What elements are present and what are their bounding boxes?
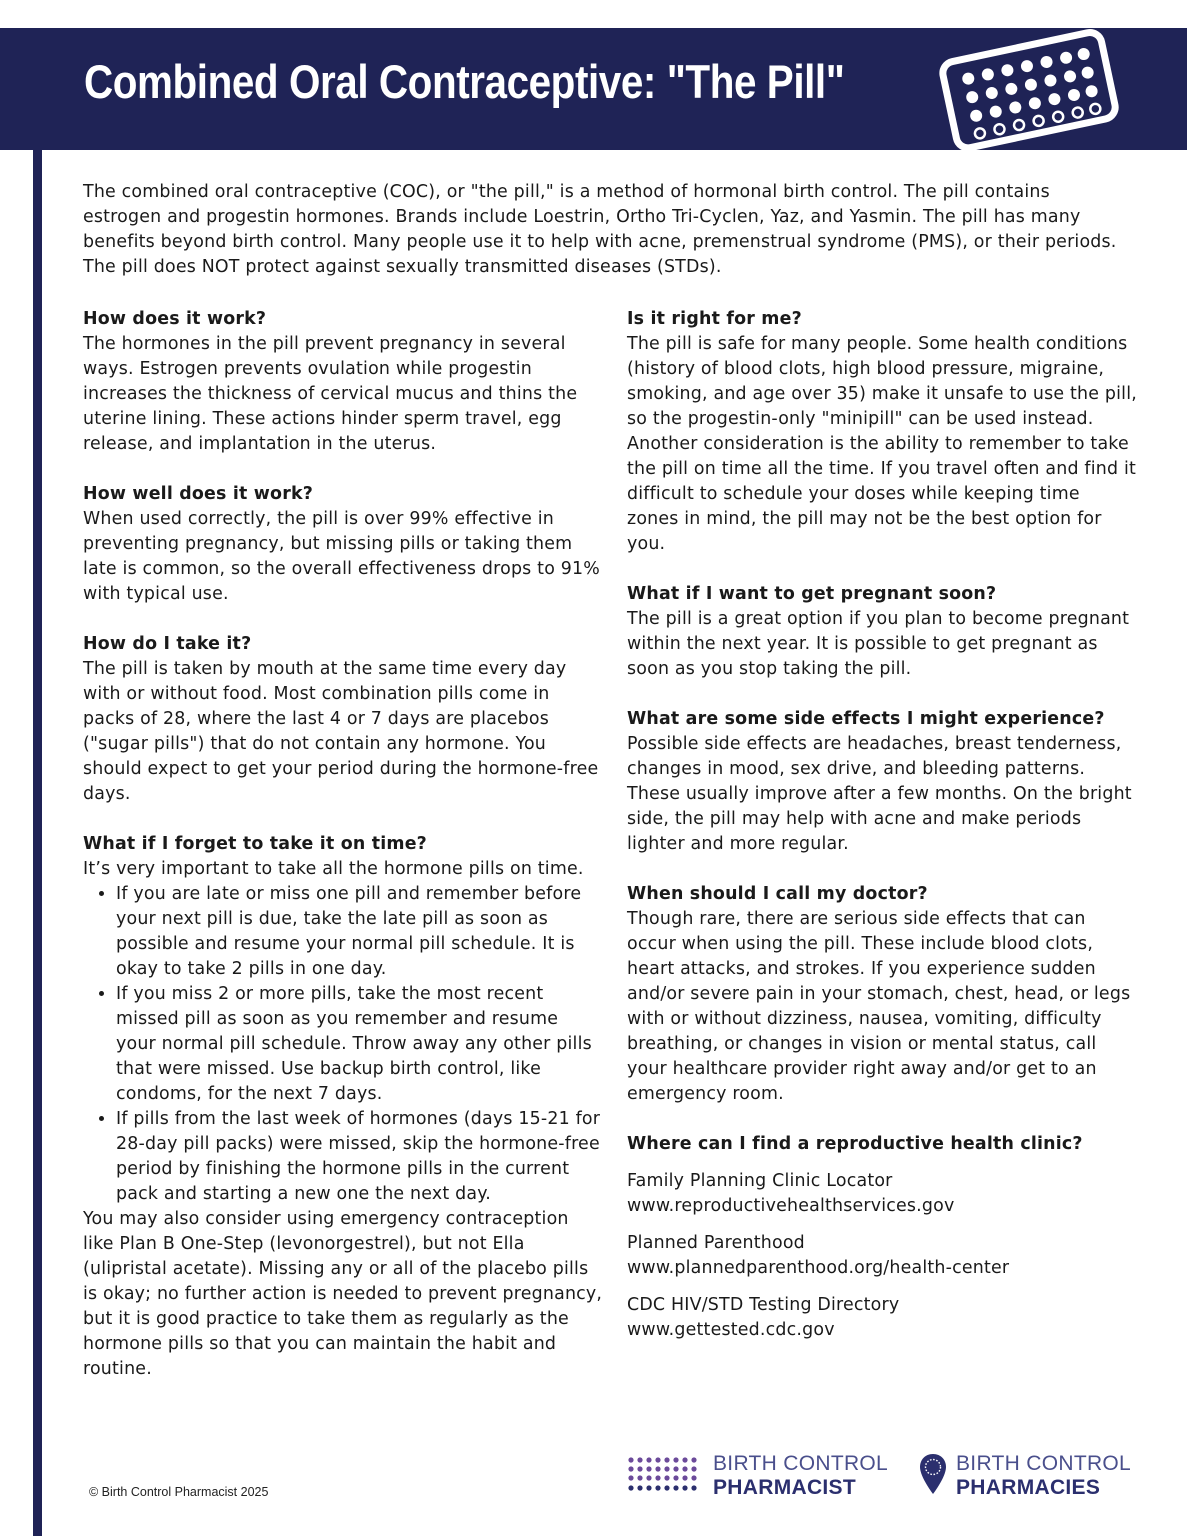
forget-bullet-list bbox=[83, 882, 603, 1207]
section-heading: What if I want to get pregnant soon? bbox=[627, 584, 997, 604]
intro-paragraph: The combined oral contraceptive (COC), or "the pill," is a method of hormonal birth control. The pill contains estrogen and progestin hormones. Brands include Loestrin, Ortho Tri-Cyclen, Yaz, and Yasmin. The pill has many benefits beyond birth control. Many people use it to help with acne, premenstrual syndrome (PMS), or their periods. The pill does NOT protect against sexually transmitted diseases (STDs). bbox=[83, 182, 1117, 277]
section-right-for-me bbox=[627, 307, 1137, 557]
page-title: Combined Oral Contraceptive: "The Pill" bbox=[84, 55, 845, 108]
resource-name: CDC HIV/STD Testing Directory bbox=[627, 1295, 900, 1315]
resource-name: Planned Parenthood bbox=[627, 1233, 805, 1253]
section-clinic bbox=[627, 1132, 1137, 1343]
resource-url[interactable]: www.plannedparenthood.org/health-center bbox=[627, 1258, 1010, 1278]
resource-url[interactable]: www.reproductivehealthservices.gov bbox=[627, 1196, 955, 1216]
section-heading: When should I call my doctor? bbox=[627, 884, 928, 904]
list-item: • If you are late or miss one pill and remember before your next pill is due, take the late pill as soon as possible and resume your normal pill schedule. It is okay to take 2 pills in one day. bbox=[116, 882, 603, 982]
section-outro: You may also consider using emergency contraception like Plan B One-Step (levonorgestrel), but not Ella (ulipristal acetate). Missing any or all of the placebo pills is okay; no further action is needed to prevent pregnancy, but it is good practice to take them as regularly as the hormone pills so that you can maintain the habit and routine. bbox=[83, 1209, 603, 1379]
section-pregnant bbox=[627, 582, 1137, 682]
section-heading: How does it work? bbox=[83, 309, 267, 329]
map-pin-icon bbox=[918, 1452, 948, 1498]
section-heading: Where can I find a reproductive health clinic? bbox=[627, 1134, 1083, 1154]
section-body: Though rare, there are serious side effects that can occur when using the pill. These include blood clots, heart attacks, and strokes. If you experience sudden and/or severe pain in your stomach, chest, head, or legs with or without dizziness, nausea, vomiting, difficulty breathing, or changes in vision or mental status, call your healthcare provider right away and/or get to an emergency room. bbox=[627, 909, 1131, 1104]
list-item: • If you miss 2 or more pills, take the most recent missed pill as soon as you remember and resume your normal pill schedule. Throw away any other pills that were missed. Use backup birth control, like condoms, for the next 7 days. bbox=[116, 982, 603, 1107]
list-item: • If pills from the last week of hormones (days 15-21 for 28-day pill packs) were missed, skip the hormone-free period by finishing the hormone pills in the current pack and starting a new one the next day. bbox=[116, 1107, 603, 1207]
logo-line-2: PHARMACIST bbox=[713, 1476, 856, 1499]
logo-text bbox=[956, 1452, 1131, 1500]
section-body: The pill is taken by mouth at the same time every day with or without food. Most combination pills come in packs of 28, where the last 4 or 7 days are placebos ("sugar pills") that do not contain any hormone. You should expect to get your period during the hormone-free days. bbox=[83, 659, 599, 804]
section-doctor bbox=[627, 882, 1137, 1107]
dot-grid-icon bbox=[627, 1456, 707, 1498]
section-heading: Is it right for me? bbox=[627, 309, 802, 329]
logo-line-1: BIRTH CONTROL bbox=[713, 1452, 889, 1475]
resource-item bbox=[627, 1293, 1137, 1343]
section-heading: How well does it work? bbox=[83, 484, 314, 504]
resource-item bbox=[627, 1231, 1137, 1281]
section-body: The hormones in the pill prevent pregnancy in several ways. Estrogen prevents ovulation while progestin increases the thickness of cervical mucus and thins the uterine lining. These actions hinder sperm travel, egg release, and implantation in the uterus. bbox=[83, 334, 578, 454]
section-body: When used correctly, the pill is over 99% effective in preventing pregnancy, but missing pills or taking them late is common, so the overall effectiveness drops to 91% with typical use. bbox=[83, 509, 601, 604]
section-heading: What are some side effects I might experience? bbox=[627, 709, 1105, 729]
section-how-take bbox=[83, 632, 603, 807]
resource-url[interactable]: www.gettested.cdc.gov bbox=[627, 1320, 835, 1340]
resource-item bbox=[627, 1169, 1137, 1219]
logo-line-2: PHARMACIES bbox=[956, 1476, 1101, 1499]
section-body: The pill is safe for many people. Some health conditions (history of blood clots, high blood pressure, migraine, smoking, and age over 35) make it unsafe to use the pill, so the progestin-only "minipill" can be used instead. Another consideration is the ability to remember to take the pill on time all the time. If you travel often and find it difficult to schedule your doses while keeping time zones in mind, the pill may not be the best option for you. bbox=[627, 334, 1137, 554]
section-forget bbox=[83, 832, 603, 1382]
section-side-effects bbox=[627, 707, 1137, 857]
section-heading: How do I take it? bbox=[83, 634, 252, 654]
section-how-well bbox=[83, 482, 603, 607]
section-how-work bbox=[83, 307, 603, 457]
copyright-notice: © Birth Control Pharmacist 2025 bbox=[89, 1485, 269, 1499]
section-heading: What if I forget to take it on time? bbox=[83, 834, 427, 854]
section-intro: It’s very important to take all the hormone pills on time. bbox=[83, 859, 584, 879]
left-column bbox=[83, 307, 603, 1407]
section-body: Possible side effects are headaches, breast tenderness, changes in mood, sex drive, and bleeding patterns. These usually improve after a few months. On the bright side, the pill may help with acne and make periods lighter and more regular. bbox=[627, 734, 1132, 854]
logo-line-1: BIRTH CONTROL bbox=[956, 1452, 1132, 1475]
section-body: The pill is a great option if you plan to become pregnant within the next year. It is possible to get pregnant as soon as you stop taking the pill. bbox=[627, 609, 1130, 679]
pill-pack-icon bbox=[930, 0, 1130, 150]
left-accent-bar bbox=[33, 150, 42, 1536]
right-column bbox=[627, 307, 1137, 1368]
logo-text bbox=[713, 1452, 888, 1500]
resource-name: Family Planning Clinic Locator bbox=[627, 1171, 893, 1191]
